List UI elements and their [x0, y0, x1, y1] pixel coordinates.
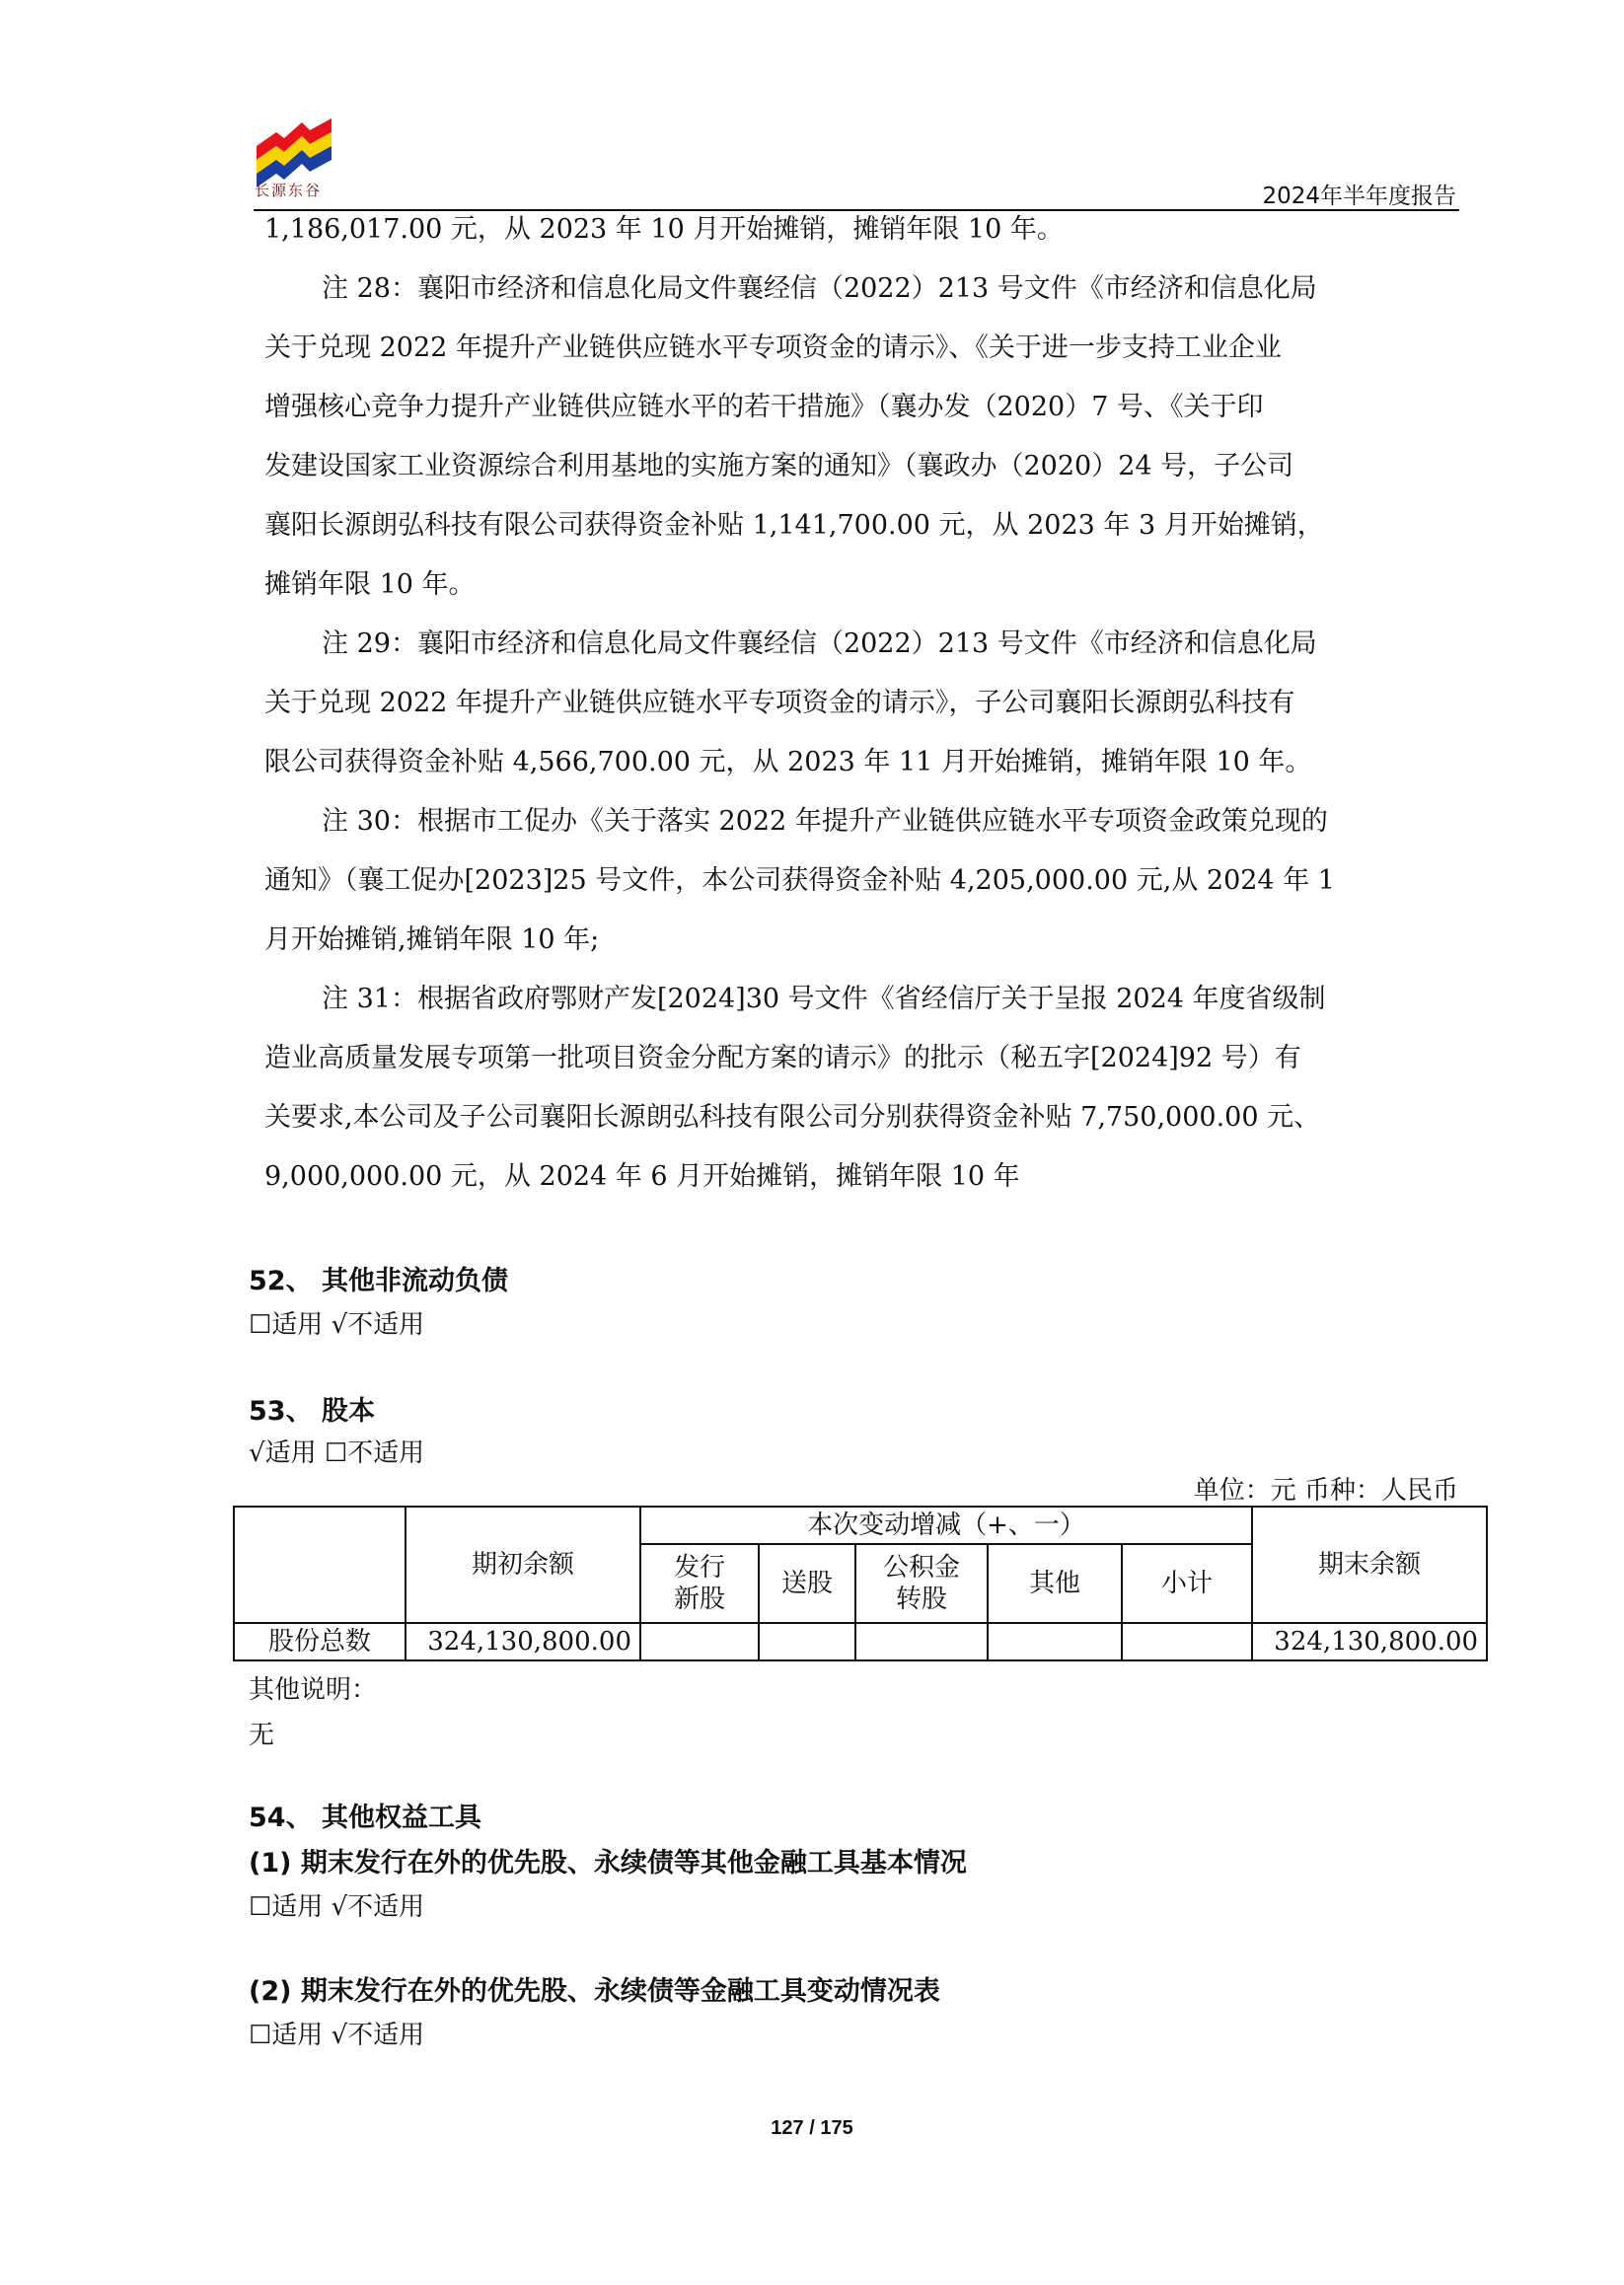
body-line: 关要求,本公司及子公司襄阳长源朗弘科技有限公司分别获得资金补贴 7,750,000.00 元、	[264, 1102, 1321, 1133]
section-52-options: ☐适用 √不适用	[249, 1310, 425, 1340]
body-line: 发建设国家工业资源综合利用基地的实施方案的通知》（襄政办（2020）24 号，子公司	[264, 451, 1294, 481]
note-30-line: 注 30：根据市工促办《关于落实 2022 年提升产业链供应链水平专项资金政策兑现的	[322, 806, 1328, 837]
note-29-line: 注 29：襄阳市经济和信息化局文件襄经信（2022）213 号文件《市经济和信息化局	[322, 628, 1317, 659]
note-28-line: 注 28：襄阳市经济和信息化局文件襄经信（2022）213 号文件《市经济和信息化局	[322, 273, 1317, 304]
body-line: 月开始摊销,摊销年限 10 年;	[264, 924, 600, 955]
header-new-shares: 发行 新股	[640, 1544, 759, 1623]
row-label-total-shares: 股份总数	[234, 1623, 406, 1660]
opening-balance-value: 324,130,800.00	[406, 1623, 640, 1660]
other-notes-label: 其他说明：	[249, 1675, 378, 1705]
section-52-title: 52、 其他非流动负债	[249, 1266, 508, 1296]
section-54-title: 54、 其他权益工具	[249, 1803, 481, 1833]
table-header-row	[234, 1507, 1487, 1544]
table-row	[234, 1623, 1487, 1660]
section-54-1-title: (1) 期末发行在外的优先股、永续债等其他金融工具基本情况	[249, 1848, 967, 1879]
empty-cell	[855, 1623, 988, 1660]
body-line: 9,000,000.00 元，从 2024 年 6 月开始摊销，摊销年限 10 年	[264, 1161, 1020, 1192]
body-line: 襄阳长源朗弘科技有限公司获得资金补贴 1,141,700.00 元，从 2023 年 3 月开始摊销，	[264, 510, 1324, 541]
section-53-title: 53、 股本	[249, 1396, 375, 1427]
body-line: 限公司获得资金补贴 4,566,700.00 元，从 2023 年 11 月开始摊销，摊销年限 10 年。	[264, 747, 1312, 777]
body-line: 1,186,017.00 元，从 2023 年 10 月开始摊销，摊销年限 10 年。	[264, 214, 1064, 245]
unit-currency-note: 单位：元 币种：人民币	[1193, 1476, 1458, 1506]
section-54-2-title: (2) 期末发行在外的优先股、永续债等金融工具变动情况表	[249, 1976, 940, 2007]
closing-balance-value: 324,130,800.00	[1252, 1623, 1487, 1660]
page-number: 127 / 175	[771, 2117, 853, 2139]
header-other: 其他	[988, 1544, 1122, 1623]
note-31-line: 注 31：根据省政府鄂财产发[2024]30 号文件《省经信厅关于呈报 2024 年度省级制	[322, 984, 1326, 1014]
empty-cell	[759, 1623, 855, 1660]
section-54-2-options: ☐适用 √不适用	[249, 2021, 425, 2050]
section-53-options: √适用 ☐不适用	[249, 1438, 425, 1468]
header-opening-balance: 期初余额	[406, 1507, 640, 1623]
header-divider	[254, 209, 1459, 211]
header-bonus-shares: 送股	[759, 1544, 855, 1623]
empty-cell	[640, 1623, 759, 1660]
empty-cell	[1122, 1623, 1252, 1660]
body-line: 通知》（襄工促办[2023]25 号文件，本公司获得资金补贴 4,205,000.00 元,从 2024 年 1	[264, 865, 1335, 896]
body-line: 造业高质量发展专项第一批项目资金分配方案的请示》的批示（秘五字[2024]92 号）有	[264, 1043, 1301, 1073]
body-line: 关于兑现 2022 年提升产业链供应链水平专项资金的请示》、《关于进一步支持工业企业	[264, 332, 1282, 363]
share-capital-table	[233, 1506, 1488, 1661]
section-54-1-options: ☐适用 √不适用	[249, 1892, 425, 1922]
header-blank-cell	[234, 1507, 406, 1623]
body-line: 增强核心竞争力提升产业链供应链水平的若干措施》（襄办发（2020）7 号、《关于印	[264, 392, 1264, 422]
report-title: 2024年半年度报告	[1262, 184, 1456, 209]
header-closing-balance: 期末余额	[1252, 1507, 1487, 1623]
body-line: 关于兑现 2022 年提升产业链供应链水平专项资金的请示》，子公司襄阳长源朗弘科技有	[264, 688, 1295, 718]
empty-cell	[988, 1623, 1122, 1660]
body-line: 摊销年限 10 年。	[264, 569, 476, 600]
header-reserve-conversion: 公积金 转股	[855, 1544, 988, 1623]
logo-text: 长源东谷	[255, 182, 323, 199]
header-subtotal: 小计	[1122, 1544, 1252, 1623]
header-change: 本次变动增减（+、一）	[640, 1507, 1252, 1544]
other-notes-text: 无	[249, 1721, 275, 1750]
